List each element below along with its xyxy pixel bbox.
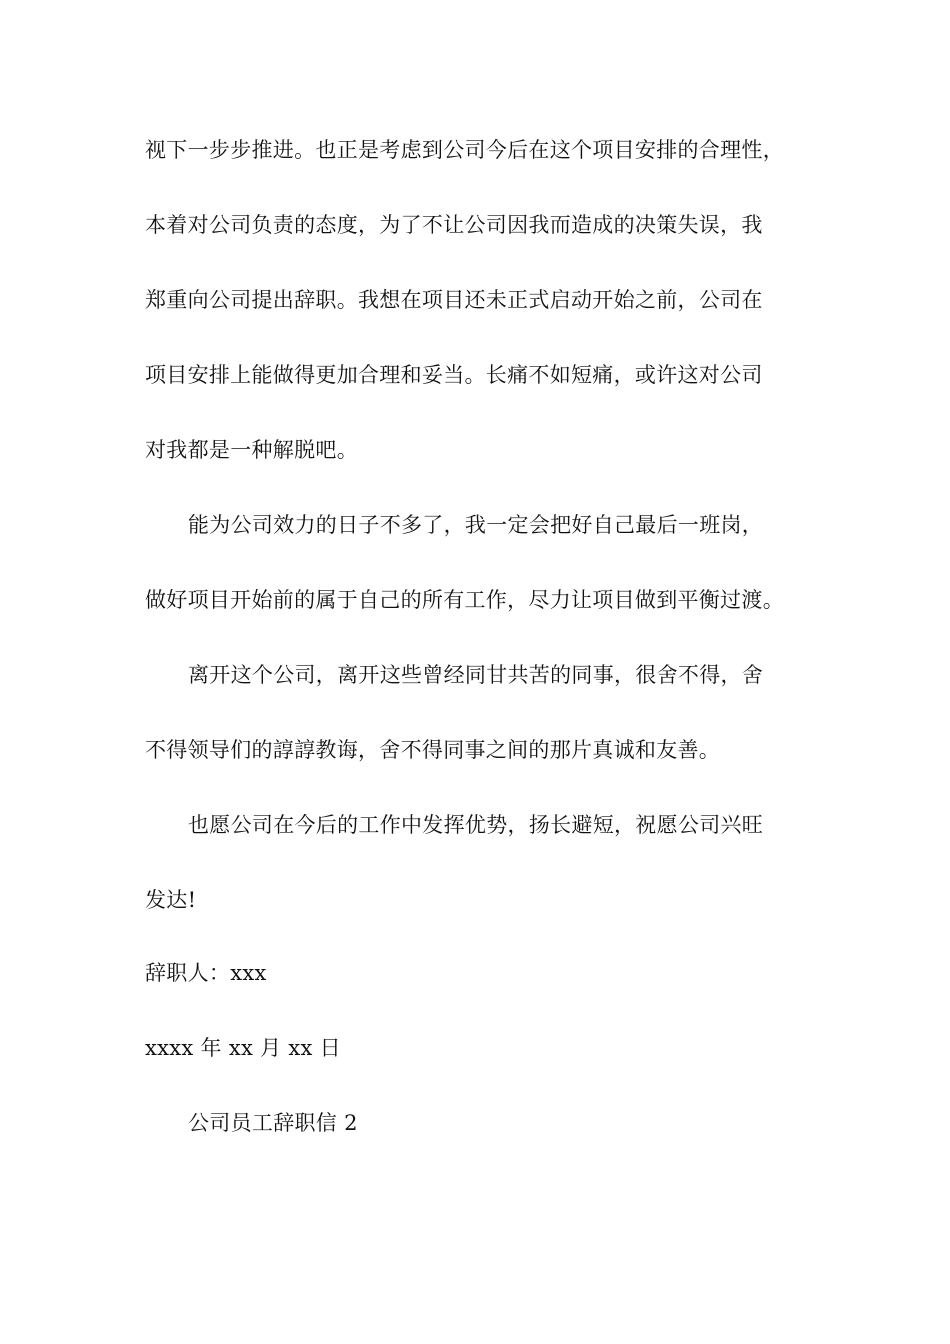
paragraph-line: 项目安排上能做得更加合理和妥当。长痛不如短痛，或许这对公司 [145,363,763,387]
paragraph-line: 视下一步步推进。也正是考虑到公司今后在这个项目安排的合理性， [145,138,784,162]
paragraph-line: 不得领导们的諄諄教诲，舍不得同事之间的那片真诚和友善。 [145,738,721,762]
date-line: xxxx 年 xx 月 xx 日 [145,1036,341,1060]
paragraph-line: 本着对公司负责的态度，为了不让公司因我而造成的决策失误，我 [145,213,763,237]
paragraph-line: 也愿公司在今后的工作中发挥优势，扬长避短，祝愿公司兴旺 [188,813,764,837]
paragraph-line: 发达! [145,888,197,912]
paragraph-line: 郑重向公司提出辞职。我想在项目还未正式启动开始之前，公司在 [145,288,763,312]
paragraph-line: 对我都是一种解脱吧。 [145,438,358,462]
paragraph-line: 能为公司效力的日子不多了，我一定会把好自己最后一班岗， [188,513,764,537]
paragraph-line: 做好项目开始前的属于自己的所有工作，尽力让项目做到平衡过渡。 [145,588,784,612]
signature-line: 辞职人：xxx [145,961,267,985]
paragraph-line: 离开这个公司，离开这些曾经同甘共苦的同事，很舍不得，舍 [188,663,764,687]
section-heading: 公司员工辞职信 2 [188,1111,358,1135]
